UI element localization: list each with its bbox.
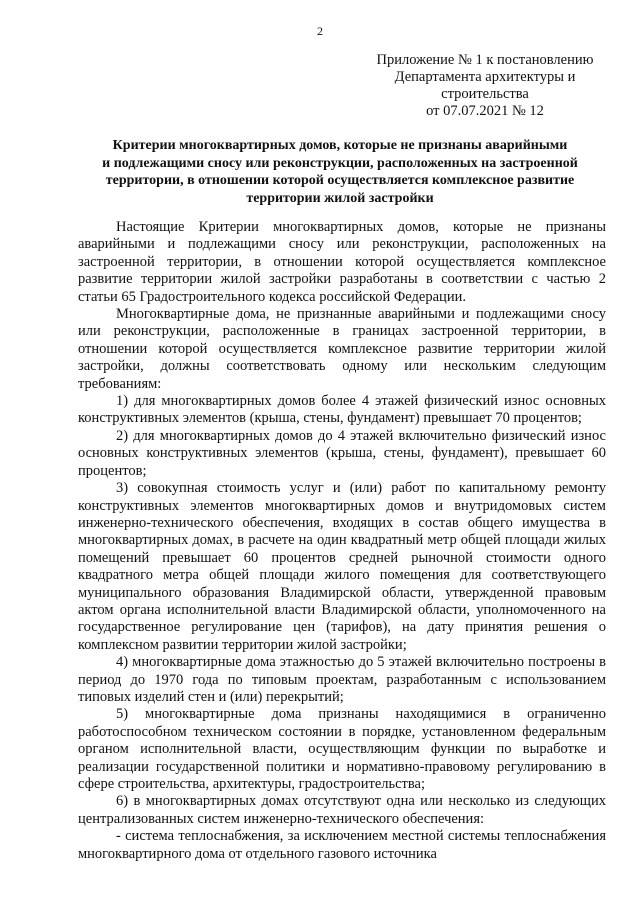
criterion-6: 6) в многоквартирных домах отсутствуют одна или несколько из следующих централизованных систем инженерно-технического обеспечения: bbox=[78, 793, 606, 827]
title-line: Критерии многоквартирных домов, которые не признаны аварийными bbox=[112, 138, 568, 153]
paragraph-intro: Настоящие Критерии многоквартирных домов, которые не признаны аварийными и подлежащими сносу или реконструкции, расположенных на застроенной территории, в отношении которой осуществляется комплексное развитие территории жилой застройки разработаны в соответствии с частью 2 статьи 65 Градостроительного кодекса российской Федерации. bbox=[78, 219, 606, 305]
page-number: 2 bbox=[317, 24, 323, 38]
appendix-line: строительства bbox=[441, 86, 529, 102]
document-title bbox=[70, 137, 610, 207]
criterion-2: 2) для многоквартирных домов до 4 этажей включительно физический износ основных конструктивных элементов (крыша, стены, фундамент), превышает 60 процентов; bbox=[78, 427, 606, 479]
title-line: и подлежащими сносу или реконструкции, расположенных на застроенной bbox=[102, 155, 578, 171]
paragraph-requirements: Многоквартирные дома, не признанные аварийными и подлежащими сносу или реконструкции, расположенные в границах застроенной территории, в отношении которой осуществляется комплексное развитие территории жилой застройки, должны соответствовать одному или нескольким следующим требованиям: bbox=[78, 306, 606, 392]
criterion-5: 5) многоквартирные дома признаны находящимися в ограниченно работоспособном техническом состоянии в порядке, установленном федеральным органом исполнительной власти, осуществляющим функции по выработке и реализации государственной политики и нормативно-правовому регулированию в сфере строительства, архитектуры, градостроительства; bbox=[78, 706, 606, 792]
criterion-6-item: - система теплоснабжения, за исключением местной системы теплоснабжения многоквартирного дома от отдельного газового источника bbox=[78, 828, 606, 862]
title-line: территории жилой застройки bbox=[246, 190, 434, 206]
appendix-line: Приложение № 1 к постановлению bbox=[376, 52, 594, 68]
appendix-line: от 07.07.2021 № 12 bbox=[426, 103, 544, 119]
title-line: территории, в отношении которой осуществляется комплексное развитие bbox=[105, 173, 575, 188]
appendix-block bbox=[365, 52, 605, 120]
criterion-1: 1) для многоквартирных домов более 4 этажей физический износ основных конструктивных элементов (крыша, стены, фундамент) превышает 70 процентов; bbox=[78, 393, 606, 427]
document-body bbox=[78, 219, 606, 863]
criterion-3: 3) совокупная стоимость услуг и (или) работ по капитальному ремонту конструктивных элементов многоквартирных домов и внутридомовых систем инженерно-технического обеспечения, входящих в состав общего имущества в многоквартирных домах, в расчете на один квадратный метр общей площади жилых помещений превышает 60 процентов средней рыночной стоимости одного квадратного метра общей площади жилого помещения для соответствующего муниципального образования Владимирской области, утвержденной правовым актом органа исполнительной власти Владимирской области, уполномоченного на государственное регулирование цен (тарифов), на дату принятия решения о комплексном развитии территории жилой застройки; bbox=[78, 480, 606, 653]
appendix-line: Департамента архитектуры и bbox=[394, 69, 576, 85]
criterion-4: 4) многоквартирные дома этажностью до 5 этажей включительно построены в период до 1970 года по типовым проектам, разработанным с использованием типовых изделий стен и (или) перекрытий; bbox=[78, 654, 606, 705]
